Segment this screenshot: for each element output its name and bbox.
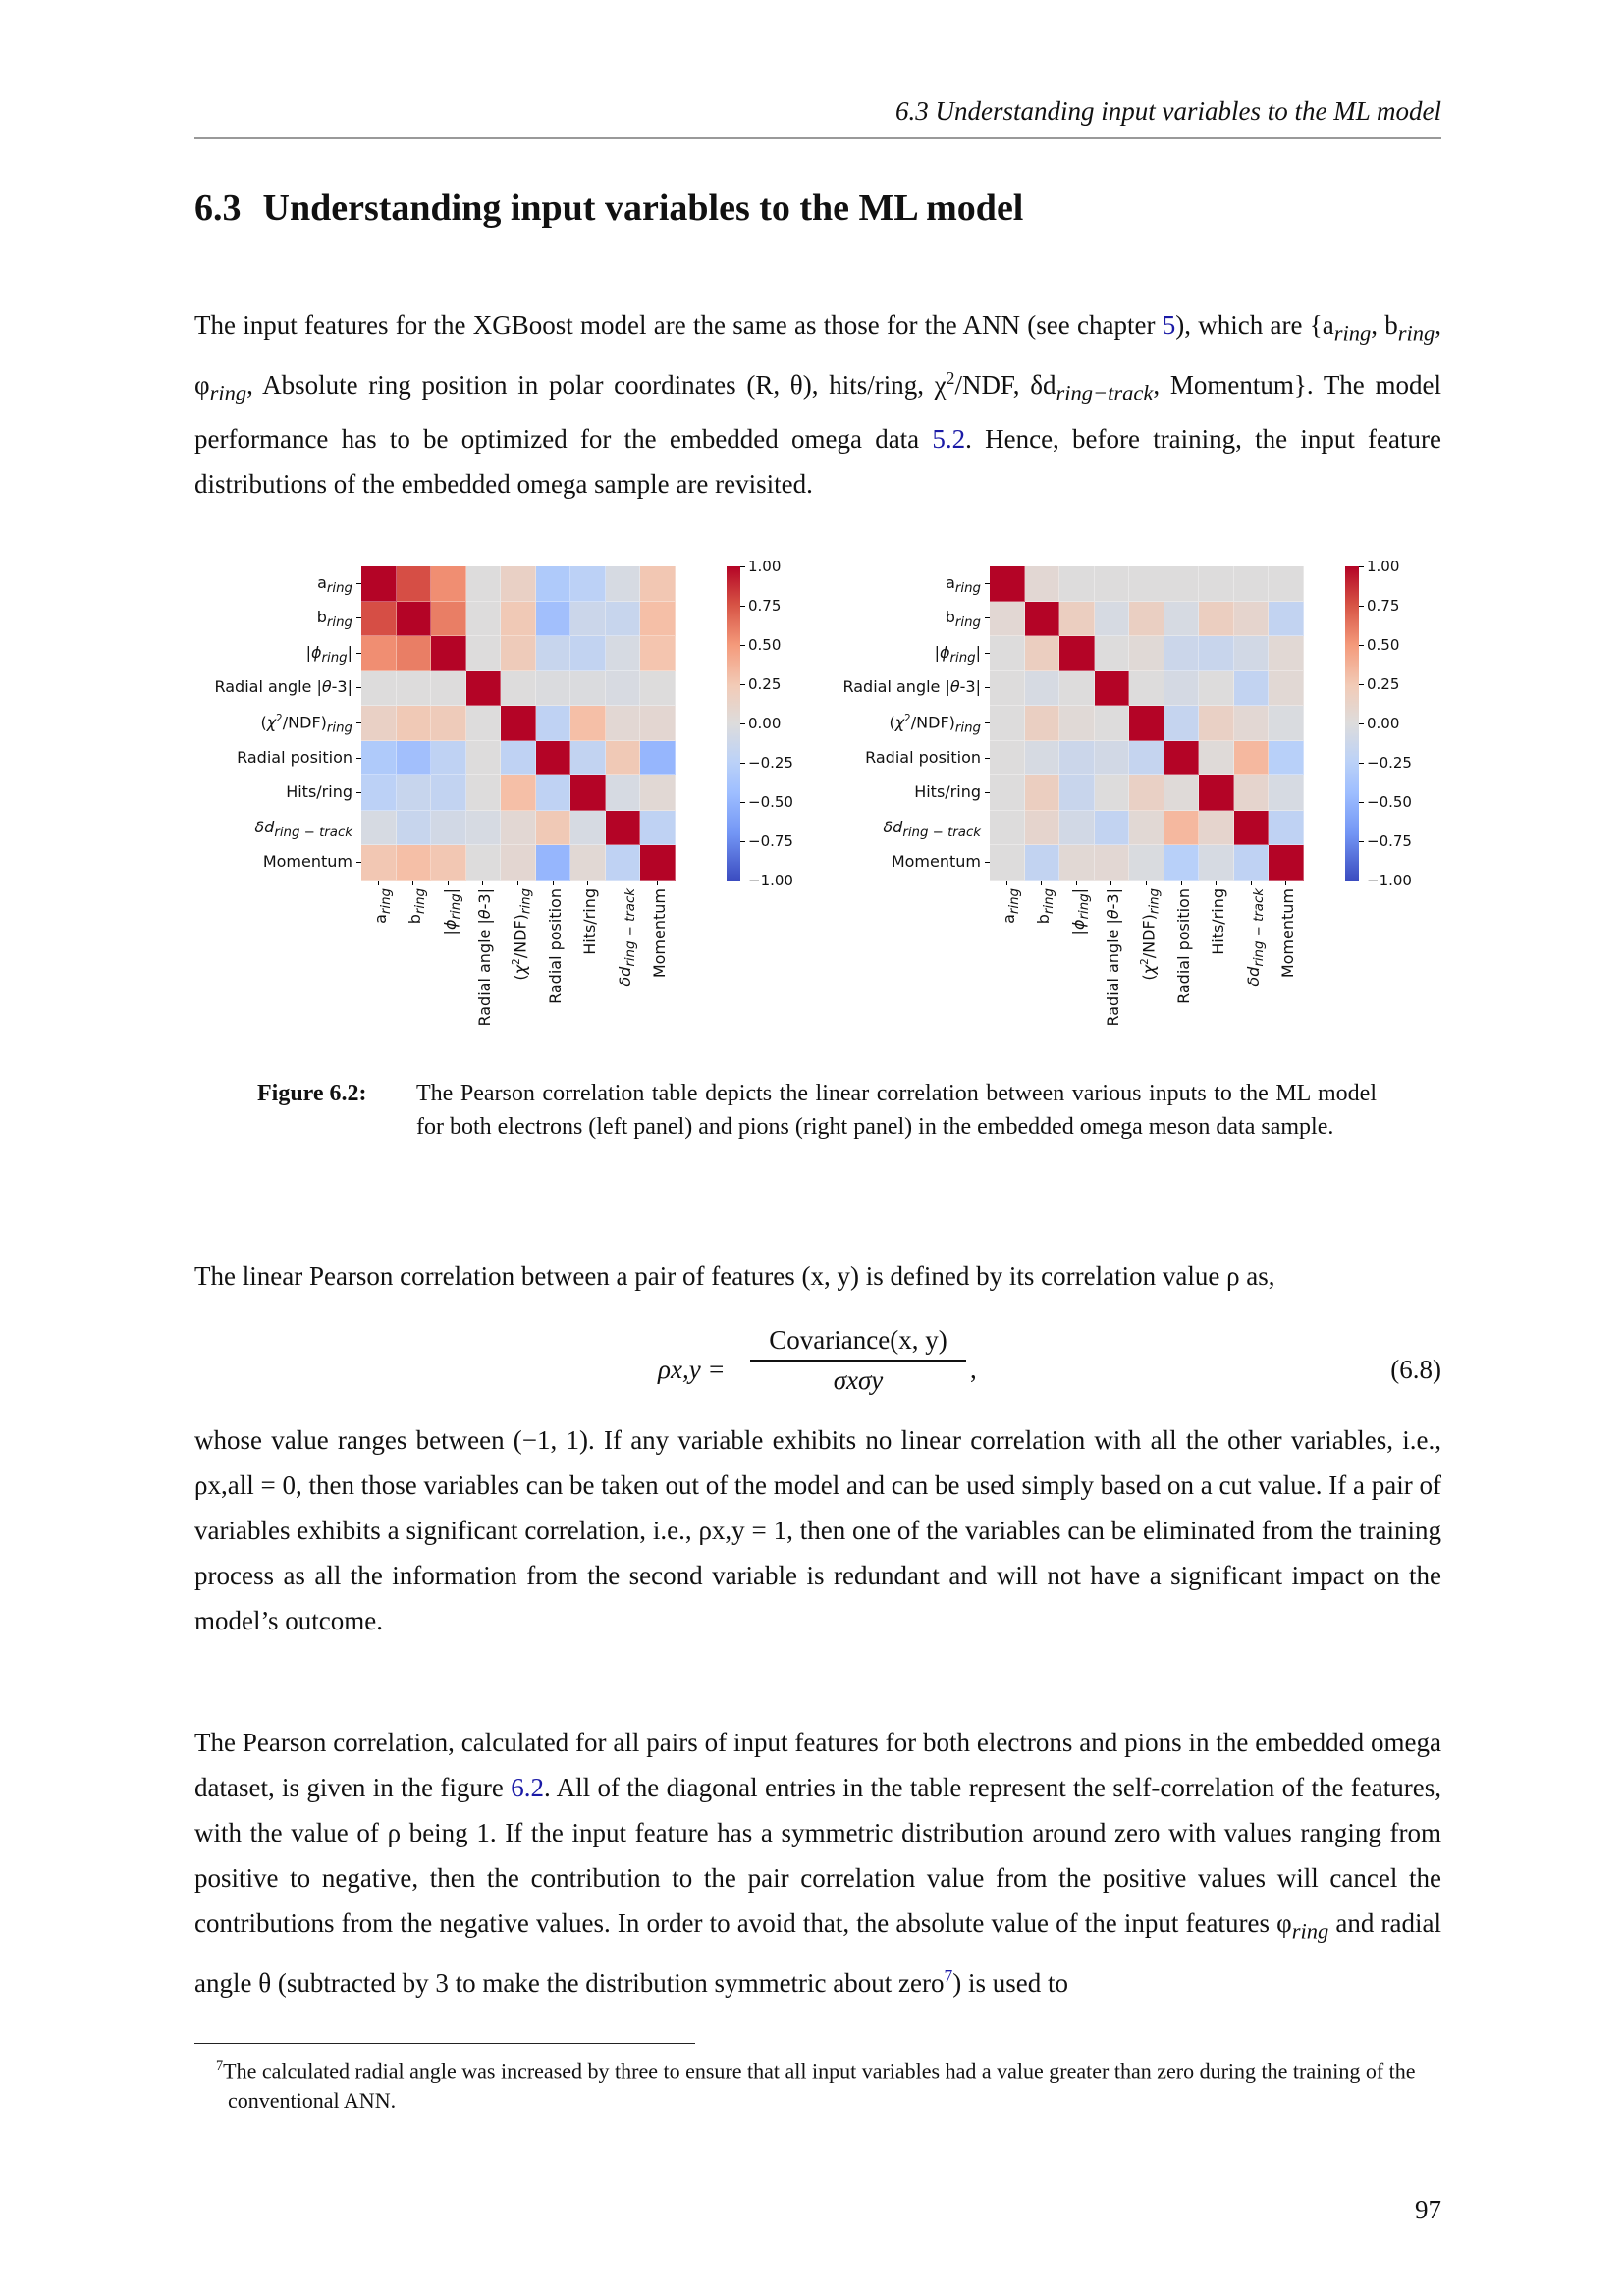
heatmap-cell bbox=[501, 741, 536, 776]
heatmap-cell bbox=[570, 775, 606, 811]
heatmap-cell bbox=[606, 706, 641, 741]
heatmap-cell bbox=[1234, 566, 1270, 602]
colorbar-tick-label: 0.50 bbox=[1359, 636, 1399, 654]
heatmap-cell bbox=[1164, 845, 1200, 881]
x-axis-label: $b_{ring}$ bbox=[404, 881, 423, 1028]
heatmap-cell bbox=[1164, 671, 1200, 707]
heatmap-grid bbox=[361, 566, 676, 881]
heatmap-cell bbox=[1025, 775, 1060, 811]
y-axis-label: Radial position bbox=[237, 748, 361, 767]
heatmap-cell bbox=[361, 566, 397, 602]
heatmap-cell bbox=[1059, 811, 1095, 846]
heatmap-cell bbox=[431, 845, 466, 881]
heatmap-cell bbox=[1199, 706, 1234, 741]
heatmap-cell bbox=[606, 671, 641, 707]
heatmap-cell bbox=[466, 845, 502, 881]
heatmap-cell bbox=[640, 602, 676, 637]
heatmap-cell bbox=[1095, 845, 1130, 881]
heatmap-cell bbox=[1059, 706, 1095, 741]
colorbar-tick-label: −0.25 bbox=[1359, 754, 1412, 772]
heatmap-cell bbox=[1269, 811, 1304, 846]
x-axis-label: $b_{ring}$ bbox=[1032, 881, 1052, 1028]
heatmap-cell bbox=[501, 602, 536, 637]
heatmap-cell bbox=[990, 636, 1025, 671]
heatmap-cell bbox=[1025, 602, 1060, 637]
y-axis-label: $|\phi_{ring}|$ bbox=[306, 643, 361, 666]
heatmap-cell bbox=[361, 671, 397, 707]
heatmap-cell bbox=[1025, 811, 1060, 846]
heatmap-cell bbox=[466, 741, 502, 776]
heatmap-cell bbox=[606, 741, 641, 776]
heatmap-cell bbox=[640, 845, 676, 881]
heatmap-cell bbox=[1095, 811, 1130, 846]
colorbar-tick-label: −1.00 bbox=[1359, 872, 1412, 889]
heatmap-cell bbox=[1095, 602, 1130, 637]
heatmap-cell bbox=[570, 636, 606, 671]
colorbar-tick-label: −0.25 bbox=[740, 754, 793, 772]
heatmap-cell bbox=[1164, 775, 1200, 811]
heatmap-cell bbox=[1025, 636, 1060, 671]
heatmap-cell bbox=[361, 775, 397, 811]
heatmap-cell bbox=[397, 845, 432, 881]
heatmap-cell bbox=[570, 741, 606, 776]
x-axis-label: $a_{ring}$ bbox=[369, 881, 389, 1028]
heatmap-cell bbox=[1234, 775, 1270, 811]
figure-label: Figure 6.2: bbox=[257, 1081, 367, 1106]
heatmap-cell bbox=[431, 671, 466, 707]
heatmap-cell bbox=[606, 566, 641, 602]
section-link[interactable]: 5.2 bbox=[932, 423, 966, 454]
heatmap-cell bbox=[361, 845, 397, 881]
heatmap-cell bbox=[1095, 671, 1130, 707]
x-axis-label: $(\chi^2/NDF)_{ring}$ bbox=[1137, 881, 1157, 1028]
heatmap-cell bbox=[536, 775, 571, 811]
equation-fraction bbox=[750, 1325, 966, 1396]
heatmap-cell bbox=[536, 671, 571, 707]
heatmap-cell bbox=[466, 566, 502, 602]
heatmap-cell bbox=[640, 811, 676, 846]
heatmap-cell bbox=[1199, 671, 1234, 707]
heatmap-cell bbox=[1199, 741, 1234, 776]
colorbar-tick-label: 0.50 bbox=[740, 636, 781, 654]
colorbar-tick-label: 0.00 bbox=[1359, 715, 1399, 732]
heatmap-cell bbox=[1095, 566, 1130, 602]
heatmap-cell bbox=[990, 566, 1025, 602]
heatmap-cell bbox=[431, 566, 466, 602]
section-number: 6.3 bbox=[194, 187, 242, 229]
figure-caption bbox=[257, 1077, 1377, 1144]
heatmap-cell bbox=[536, 811, 571, 846]
heatmap-cell bbox=[1199, 602, 1234, 637]
y-axis-label: Momentum bbox=[892, 852, 990, 871]
heatmap-cell bbox=[501, 811, 536, 846]
heatmap-cell bbox=[990, 602, 1025, 637]
x-axis-label: Momentum bbox=[1276, 881, 1296, 1028]
heatmap-cell bbox=[1199, 566, 1234, 602]
x-axis-label: Radial angle |θ-3| bbox=[473, 881, 493, 1028]
heatmap-cell bbox=[536, 706, 571, 741]
heatmap-cell bbox=[501, 671, 536, 707]
heatmap-cell bbox=[570, 845, 606, 881]
y-axis-label: Radial angle |θ-3| bbox=[842, 677, 990, 696]
y-axis-label: Momentum bbox=[263, 852, 361, 871]
heatmap-cell bbox=[640, 741, 676, 776]
heatmap-cell bbox=[606, 602, 641, 637]
heatmap-cell bbox=[640, 566, 676, 602]
colorbar-tick-label: 0.75 bbox=[1359, 597, 1399, 614]
heatmap-cell bbox=[570, 811, 606, 846]
heatmap-cell bbox=[990, 845, 1025, 881]
heatmap-cell bbox=[397, 775, 432, 811]
colorbar-tick-label: 1.00 bbox=[1359, 558, 1399, 575]
heatmap-cell bbox=[640, 636, 676, 671]
colorbar bbox=[1345, 566, 1359, 881]
footnote-text: The calculated radial angle was increased by three to ensure that all input variables had a value greater than zero during the training of the conventional ANN. bbox=[223, 2058, 1416, 2113]
paragraph-correlation: The Pearson correlation, calculated for all pairs of input features for both electrons and pions in the embedded omega dataset, is given in the figure 6.2. All of the diagonal entries in the table represent the self-correlation of the features, with the value of ρ being 1. If the input feature has a symmetric distribution around zero with values ranging from positive to negative, then the contribution to the pair correlation value from the positive values will cancel the contributions from the negative values. In order to avoid that, the absolute value of the input features $\varphi_{ring}$ and radial angle θ (subtracted by 3 to make the distribution symmetric about zero$^7$) is used to bbox=[194, 1728, 1441, 1999]
heatmap-cell bbox=[1164, 811, 1200, 846]
heatmap-cell bbox=[536, 602, 571, 637]
heatmap-cell bbox=[466, 602, 502, 637]
heatmap-cell bbox=[1234, 845, 1270, 881]
y-axis-label: Hits/ring bbox=[286, 782, 361, 801]
heatmap-cell bbox=[570, 671, 606, 707]
colorbar-tick-label: 0.00 bbox=[740, 715, 781, 732]
heatmap-cell bbox=[1025, 741, 1060, 776]
heatmap-cell bbox=[1234, 671, 1270, 707]
heatmap-cell bbox=[1199, 845, 1234, 881]
heatmap-cell bbox=[466, 811, 502, 846]
heatmap-cell bbox=[1129, 671, 1164, 707]
heatmap-cell bbox=[431, 636, 466, 671]
heatmap-cell bbox=[640, 706, 676, 741]
running-head: 6.3 Understanding input variables to the ML model bbox=[895, 96, 1441, 126]
heatmap-cell bbox=[1234, 741, 1270, 776]
heatmap-cell bbox=[1129, 811, 1164, 846]
heatmap-cell bbox=[1269, 671, 1304, 707]
equation-numerator: Covariance(x, y) bbox=[750, 1325, 966, 1362]
heatmap-cell bbox=[606, 636, 641, 671]
heatmap-cell bbox=[990, 741, 1025, 776]
equation-number: (6.8) bbox=[1390, 1355, 1441, 1384]
footnote-rule bbox=[194, 2043, 695, 2044]
y-axis-label: $b_{ring}$ bbox=[946, 608, 990, 630]
heatmap-cell bbox=[1234, 636, 1270, 671]
heatmap-cell bbox=[1199, 775, 1234, 811]
heatmap-cell bbox=[1129, 845, 1164, 881]
heatmap-cell bbox=[361, 602, 397, 637]
y-axis-label: $a_{ring}$ bbox=[946, 573, 990, 596]
heatmap-cell bbox=[606, 845, 641, 881]
heatmap-cell bbox=[361, 811, 397, 846]
heatmap-cell bbox=[1234, 602, 1270, 637]
heatmap-cell bbox=[1095, 706, 1130, 741]
heatmap-cell bbox=[1269, 775, 1304, 811]
heatmap-cell bbox=[501, 775, 536, 811]
heatmap-cell bbox=[1269, 636, 1304, 671]
x-axis-label: $\delta d_{ring - track}$ bbox=[1242, 881, 1262, 1028]
equation-6-8: ρx,y = Covariance(x, y) σxσy , (6.8) bbox=[658, 1325, 1441, 1395]
y-axis-label: Radial angle |θ-3| bbox=[214, 677, 361, 696]
heatmap-cell bbox=[640, 775, 676, 811]
heatmap-cell bbox=[1059, 775, 1095, 811]
heatmap-cell bbox=[431, 811, 466, 846]
heatmap-cell bbox=[1164, 602, 1200, 637]
colorbar-tick-label: −0.50 bbox=[740, 793, 793, 811]
heatmap-cell bbox=[397, 636, 432, 671]
heatmap-cell bbox=[1025, 566, 1060, 602]
x-axis-label: $(\chi^2/NDF)_{ring}$ bbox=[509, 881, 528, 1028]
heatmap-cell bbox=[640, 671, 676, 707]
paragraph-intro: The input features for the XGBoost model are the same as those for the ANN (see chapter 5), which are {$a_{ring}$, $b_{ring}$, $\varphi_{ring}$, Absolute ring position in polar coordinates (R, θ), hits/ring, $\chi^2$/NDF, $\delta d_{ring-track}$, Momentum}. The model performance has to be optimized for the embedded omega data 5.2. Hence, before training, the input feature distributions of the embedded omega sample are revisited. bbox=[194, 310, 1441, 499]
heatmap-cell bbox=[990, 706, 1025, 741]
heatmap-cell bbox=[1059, 636, 1095, 671]
heatmap-cell bbox=[1129, 706, 1164, 741]
heatmap-cell bbox=[1059, 845, 1095, 881]
heatmap-cell bbox=[570, 566, 606, 602]
heatmap-cell bbox=[570, 602, 606, 637]
equation-denominator: σxσy bbox=[833, 1365, 884, 1395]
heatmap-cell bbox=[501, 636, 536, 671]
heatmap-pions bbox=[805, 555, 1412, 1065]
heatmap-cell bbox=[536, 845, 571, 881]
heatmap-cell bbox=[466, 636, 502, 671]
heatmap-cell bbox=[1129, 566, 1164, 602]
heatmap-cell bbox=[1164, 636, 1200, 671]
y-axis-label: $a_{ring}$ bbox=[317, 573, 361, 596]
heatmap-cell bbox=[1059, 602, 1095, 637]
heatmap-cell bbox=[431, 741, 466, 776]
colorbar-tick-label: −1.00 bbox=[740, 872, 793, 889]
heatmap-cell bbox=[466, 706, 502, 741]
heatmap-cell bbox=[990, 671, 1025, 707]
colorbar-tick-label: −0.75 bbox=[1359, 832, 1412, 850]
heatmap-cell bbox=[1025, 671, 1060, 707]
heatmap-cell bbox=[1095, 636, 1130, 671]
heatmap-cell bbox=[431, 706, 466, 741]
heatmap-cell bbox=[1059, 566, 1095, 602]
heatmap-cell bbox=[1129, 636, 1164, 671]
heatmap-cell bbox=[536, 636, 571, 671]
heatmap-grid bbox=[990, 566, 1304, 881]
x-axis-label: $\delta d_{ring - track}$ bbox=[614, 881, 633, 1028]
x-axis-label: Hits/ring bbox=[578, 881, 598, 1028]
heatmap-cell bbox=[397, 706, 432, 741]
heatmap-cell bbox=[1129, 741, 1164, 776]
x-axis-label: Radial position bbox=[544, 881, 564, 1028]
footnote-mark: 7 bbox=[216, 2058, 224, 2074]
heatmap-electrons bbox=[187, 555, 793, 1065]
heatmap-cell bbox=[1269, 602, 1304, 637]
heatmap-cell bbox=[1199, 811, 1234, 846]
header-rule bbox=[194, 137, 1441, 139]
heatmap-cell bbox=[1199, 636, 1234, 671]
heatmap-cell bbox=[501, 706, 536, 741]
y-axis-label: $b_{ring}$ bbox=[317, 608, 361, 630]
heatmap-cell bbox=[1269, 741, 1304, 776]
heatmap-cell bbox=[1234, 811, 1270, 846]
heatmap-cell bbox=[1269, 845, 1304, 881]
heatmap-cell bbox=[1059, 671, 1095, 707]
x-axis-label: $|\phi_{ring}|$ bbox=[439, 881, 459, 1028]
colorbar-tick-label: 1.00 bbox=[740, 558, 781, 575]
x-axis-label: $|\phi_{ring}|$ bbox=[1067, 881, 1087, 1028]
heatmap-cell bbox=[361, 741, 397, 776]
x-axis-label: Radial angle |θ-3| bbox=[1102, 881, 1121, 1028]
x-axis-label: $a_{ring}$ bbox=[998, 881, 1017, 1028]
heatmap-cell bbox=[397, 671, 432, 707]
heatmap-cell bbox=[536, 566, 571, 602]
colorbar bbox=[727, 566, 740, 881]
heatmap-cell bbox=[990, 811, 1025, 846]
heatmap-cell bbox=[570, 706, 606, 741]
heatmap-cell bbox=[397, 811, 432, 846]
x-axis-label: Momentum bbox=[648, 881, 668, 1028]
y-axis-label: $(\chi^2/NDF)_{ring}$ bbox=[889, 713, 990, 736]
y-axis-label: $|\phi_{ring}|$ bbox=[935, 643, 990, 666]
paragraph-definition: The linear Pearson correlation between a pair of features (x, y) is defined by its correlation value ρ as, bbox=[194, 1261, 1275, 1291]
heatmap-cell bbox=[1025, 845, 1060, 881]
heatmap-cell bbox=[606, 775, 641, 811]
footnote-link[interactable]: 7 bbox=[944, 1966, 953, 1987]
heatmap-cell bbox=[1095, 741, 1130, 776]
colorbar-tick-label: −0.50 bbox=[1359, 793, 1412, 811]
heatmap-cell bbox=[501, 566, 536, 602]
heatmap-cell bbox=[1059, 741, 1095, 776]
heatmap-cell bbox=[536, 741, 571, 776]
y-axis-label: Radial position bbox=[865, 748, 990, 767]
y-axis-label: $(\chi^2/NDF)_{ring}$ bbox=[260, 713, 361, 736]
heatmap-cell bbox=[1269, 566, 1304, 602]
heatmap-cell bbox=[501, 845, 536, 881]
heatmap-cell bbox=[1129, 775, 1164, 811]
heatmap-cell bbox=[1129, 602, 1164, 637]
heatmap-cell bbox=[397, 602, 432, 637]
heatmap-cell bbox=[466, 671, 502, 707]
figure-link[interactable]: 6.2 bbox=[511, 1773, 544, 1802]
chapter-link[interactable]: 5 bbox=[1162, 310, 1176, 340]
colorbar-tick-label: 0.25 bbox=[740, 675, 781, 693]
heatmap-cell bbox=[361, 706, 397, 741]
section-heading-text: Understanding input variables to the ML model bbox=[262, 187, 1024, 229]
section-title bbox=[194, 187, 1023, 230]
y-axis-label: $\delta d_{ring - track}$ bbox=[254, 818, 361, 840]
heatmap-cell bbox=[1164, 706, 1200, 741]
page-number: 97 bbox=[1415, 2195, 1441, 2224]
heatmap-cell bbox=[1025, 706, 1060, 741]
heatmap-cell bbox=[431, 602, 466, 637]
heatmap-cell bbox=[361, 636, 397, 671]
colorbar-tick-label: −0.75 bbox=[740, 832, 793, 850]
equation-lhs: ρx,y = bbox=[658, 1355, 726, 1384]
heatmap-cell bbox=[990, 775, 1025, 811]
heatmap-cell bbox=[1234, 706, 1270, 741]
heatmap-cell bbox=[606, 811, 641, 846]
figure-caption-text: The Pearson correlation table depicts the linear correlation between various inputs to the ML model for both electrons (left panel) and pions (right panel) in the embedded omega meson data sample. bbox=[416, 1081, 1377, 1140]
heatmap-cell bbox=[1164, 741, 1200, 776]
y-axis-label: $\delta d_{ring - track}$ bbox=[883, 818, 990, 840]
y-axis-label: Hits/ring bbox=[914, 782, 990, 801]
heatmap-cell bbox=[431, 775, 466, 811]
x-axis-label: Hits/ring bbox=[1207, 881, 1226, 1028]
heatmap-cell bbox=[466, 775, 502, 811]
paragraph-range: whose value ranges between (−1, 1). If any variable exhibits no linear correlation with all the other variables, i.e., ρx,all = 0, then those variables can be taken out of the model and can be used simply based on a cut value. If a pair of variables exhibits a significant correlation, i.e., ρx,y = 1, then one of the variables can be eliminated from the training process as all the information from the second variable is redundant and will not have a significant impact on the model’s outcome. bbox=[194, 1425, 1441, 1635]
heatmap-cell bbox=[397, 566, 432, 602]
heatmap-cell bbox=[1095, 775, 1130, 811]
footnote bbox=[206, 2052, 1441, 2115]
colorbar-tick-label: 0.75 bbox=[740, 597, 781, 614]
colorbar-tick-label: 0.25 bbox=[1359, 675, 1399, 693]
heatmap-cell bbox=[1269, 706, 1304, 741]
heatmap-cell bbox=[1164, 566, 1200, 602]
x-axis-label: Radial position bbox=[1172, 881, 1192, 1028]
heatmap-cell bbox=[397, 741, 432, 776]
